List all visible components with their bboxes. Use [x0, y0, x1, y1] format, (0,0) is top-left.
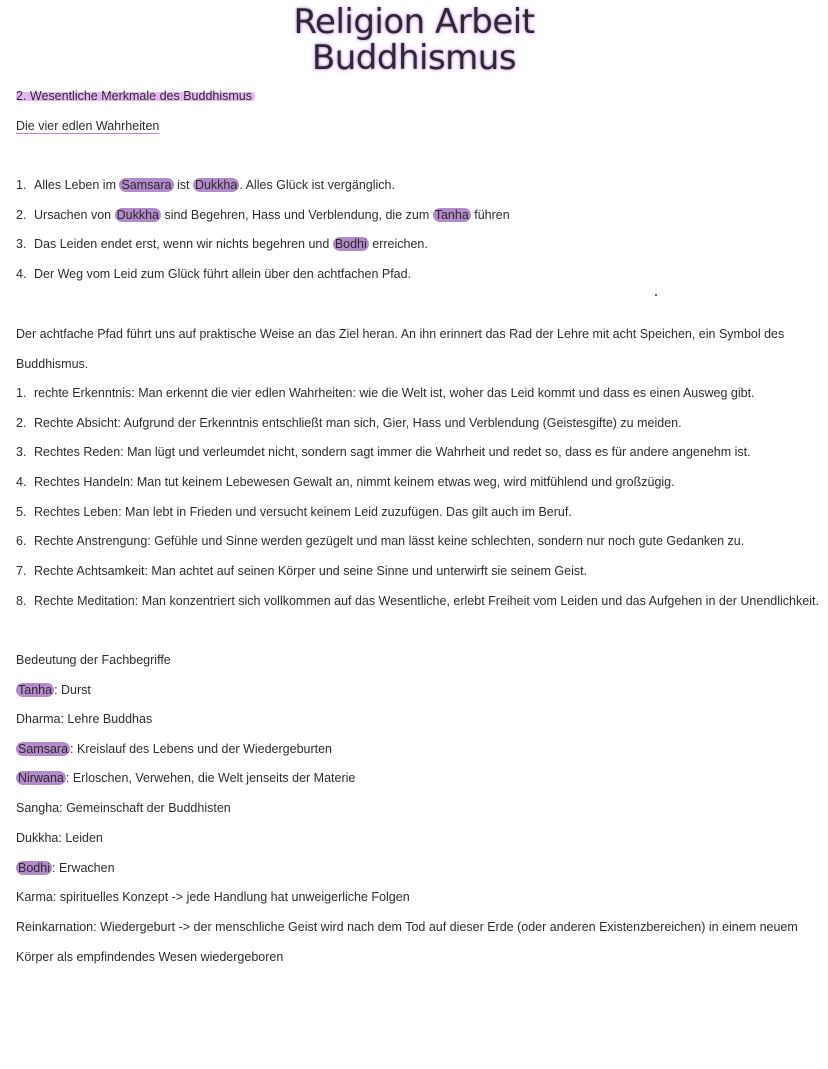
path-step-4 — [16, 474, 675, 490]
term-highlight: Bodhi — [334, 237, 367, 251]
glossary-term: Reinkarnation — [16, 920, 94, 934]
truth-text: Alles Leben im — [34, 178, 120, 192]
step-number: 3. — [16, 445, 27, 459]
glossary-def: Leiden — [65, 831, 103, 845]
path-step-1 — [16, 385, 755, 401]
glossary-def: Wiedergeburt -> der menschliche Geist wird nach dem Tod auf dieser Erde (oder anderen Existenzbereichen) in einem neuem — [100, 920, 798, 934]
step-text: Rechte Anstrengung: Gefühle und Sinne werden gezügelt und man lässt keine schlechten, sondern nur noch gute Gedanken zu. — [34, 534, 745, 548]
stray-dot — [655, 294, 657, 296]
glossary-sep: : — [52, 890, 60, 904]
glossary-sep: : — [93, 920, 101, 934]
glossary-sep: : — [51, 861, 59, 875]
glossary-term: Karma — [16, 890, 53, 904]
path-step-6 — [16, 533, 744, 549]
truth-item-4 — [16, 266, 411, 282]
glossary-item-tanha — [16, 682, 91, 698]
glossary-def: Erloschen, Verwehen, die Welt jenseits der Materie — [72, 771, 356, 785]
truth-text: führen — [470, 208, 510, 222]
glossary-def: Durst — [61, 683, 91, 697]
glossary-term: Samsara — [18, 742, 69, 756]
truth-text: . Alles Glück ist vergänglich. — [239, 178, 395, 192]
path-step-5 — [16, 504, 572, 520]
glossary-item-sangha — [16, 800, 231, 816]
step-text: rechte Erkenntnis: Man erkennt die vier edlen Wahrheiten: wie die Welt ist, woher das Leid kommt und dass es einen Ausweg gibt. — [34, 386, 755, 400]
glossary-item-dukkha — [16, 830, 103, 846]
step-number: 1. — [16, 386, 27, 400]
glossary-def: Gemeinschaft der Buddhisten — [66, 801, 231, 815]
truth-text: Der Weg vom Leid zum Glück führt allein über den achtfachen Pfad. — [34, 267, 412, 281]
glossary-term: Nirwana — [18, 771, 64, 785]
truth-text: sind Begehren, Hass und Verblendung, die zum — [161, 208, 433, 222]
term-highlight: Samsara — [121, 178, 172, 192]
glossary-sep: : — [60, 712, 68, 726]
glossary-term: Bodhi — [18, 861, 50, 875]
truth-number: 4. — [16, 267, 27, 281]
truth-number: 2. — [16, 208, 27, 222]
step-text: Rechte Achtsamkeit: Man achtet auf seinen Körper und seine Sinne und unterwirft sie seinem Geist. — [34, 564, 588, 578]
glossary-term: Sangha — [16, 801, 60, 815]
glossary-sep: : — [59, 801, 67, 815]
step-text: Rechtes Reden: Man lügt und verleumdet nicht, sondern sagt immer die Wahrheit und redet so, dass es für andere angenehm ist. — [34, 445, 751, 459]
glossary-sep: : — [54, 683, 62, 697]
term-highlight: Tanha — [434, 208, 469, 222]
section-heading-text: 2. Wesentliche Merkmale des Buddhismus — [16, 89, 255, 103]
path-intro-line1: Der achtfache Pfad führt uns auf praktische Weise an das Ziel heran. An ihn erinnert das Rad der Lehre mit acht Speichen, ein Symbol des — [16, 327, 785, 341]
glossary-heading: Bedeutung der Fachbegriffe — [16, 653, 171, 667]
step-number: 8. — [16, 594, 27, 608]
truth-text: Ursachen von — [34, 208, 115, 222]
page-title-line2: Buddhismus — [311, 38, 517, 78]
truth-text: ist — [173, 178, 193, 192]
step-text: Rechte Meditation: Man konzentriert sich vollkommen auf das Wesentliche, erlebt Freiheit vom Leiden und das Aufgehen in der Unendlichkeit. — [34, 594, 819, 608]
truth-item-1 — [16, 177, 395, 193]
glossary-term: Dharma — [16, 712, 61, 726]
page-title-line1: Religion Arbeit — [293, 2, 535, 42]
glossary-def: Lehre Buddhas — [67, 712, 153, 726]
glossary-item-karma — [16, 889, 410, 905]
truths-subheading: Die vier edlen Wahrheiten — [16, 119, 160, 133]
glossary-item-nirwana — [16, 770, 355, 786]
step-number: 5. — [16, 505, 27, 519]
step-number: 6. — [16, 534, 27, 548]
glossary-term: Tanha — [18, 683, 53, 697]
glossary-continuation: Körper als empfindendes Wesen wiedergeboren — [16, 950, 284, 964]
truth-item-3 — [16, 236, 428, 252]
glossary-item-dharma — [16, 711, 152, 727]
path-step-2 — [16, 415, 682, 431]
step-number: 7. — [16, 564, 27, 578]
step-number: 4. — [16, 475, 27, 489]
step-text: Rechtes Handeln: Man tut keinem Lebewesen Gewalt an, nimmt keinem etwas weg, wird mitfühlend und großzügig. — [34, 475, 675, 489]
glossary-sep: : — [70, 742, 77, 756]
glossary-sep: : — [65, 771, 73, 785]
step-text: Rechte Absicht: Aufgrund der Erkenntnis entschließt man sich, Gier, Hass und Verblendung (Geistesgifte) zu meiden. — [34, 416, 682, 430]
step-number: 2. — [16, 416, 27, 430]
term-highlight: Dukkha — [116, 208, 159, 222]
step-text: Rechtes Leben: Man lebt in Frieden und versucht keinem Leid zuzufügen. Das gilt auch im Beruf. — [34, 505, 572, 519]
section-heading — [16, 88, 255, 104]
path-intro-line2: Buddhismus. — [16, 357, 89, 371]
glossary-item-reinkarnation — [16, 919, 798, 935]
truth-number: 1. — [16, 178, 27, 192]
truth-text: Das Leiden endet erst, wenn wir nichts begehren und — [34, 237, 333, 251]
glossary-item-samsara — [16, 741, 332, 757]
glossary-item-bodhi — [16, 860, 115, 876]
truth-text: erreichen. — [368, 237, 428, 251]
glossary-def: spirituelles Konzept -> jede Handlung hat unweigerliche Folgen — [59, 890, 410, 904]
path-step-3 — [16, 444, 751, 460]
truth-number: 3. — [16, 237, 27, 251]
path-step-7 — [16, 563, 587, 579]
term-highlight: Dukkha — [194, 178, 238, 192]
glossary-term: Dukkha — [16, 831, 59, 845]
glossary-def: Kreislauf des Lebens und der Wiedergeburten — [76, 742, 333, 756]
glossary-def: Erwachen — [58, 861, 115, 875]
truth-item-2 — [16, 207, 510, 223]
path-step-8 — [16, 593, 819, 609]
glossary-sep: : — [58, 831, 66, 845]
